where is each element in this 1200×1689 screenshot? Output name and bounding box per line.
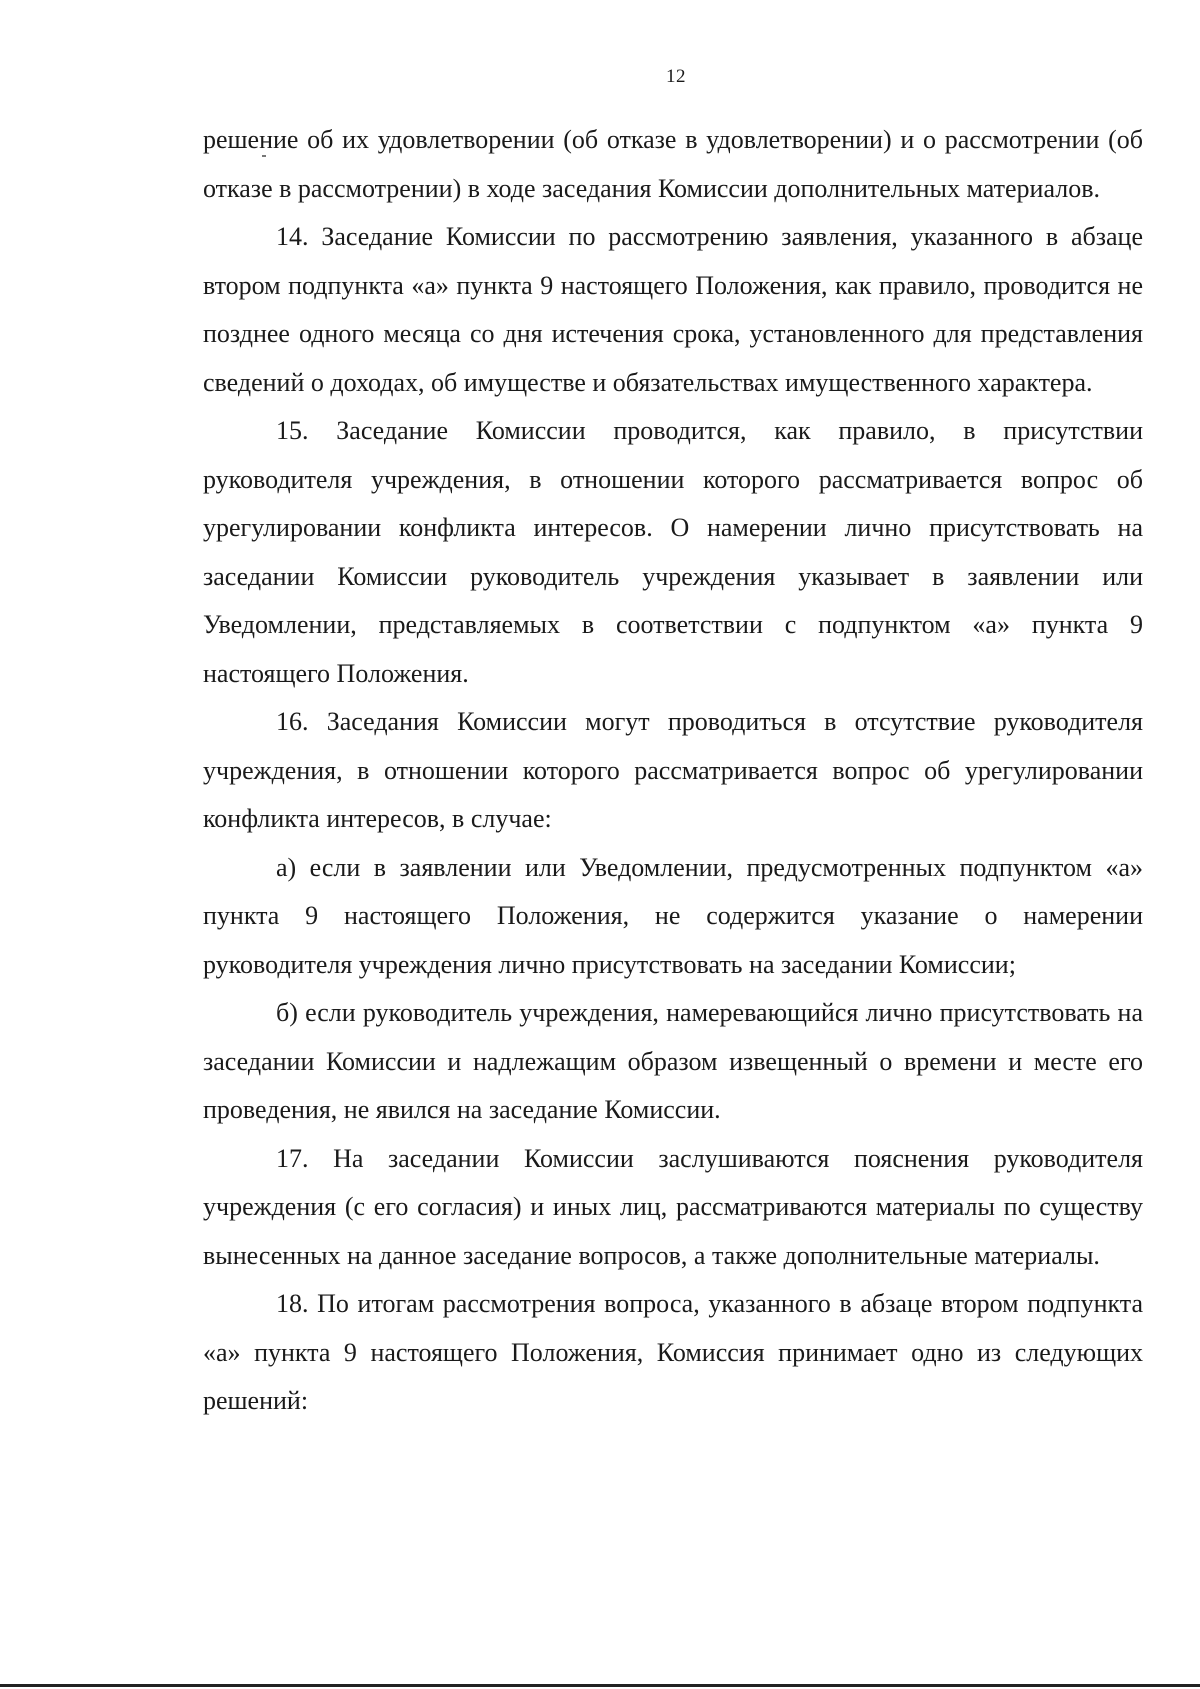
document-body bbox=[203, 116, 1143, 1426]
paragraph-15: 15. Заседание Комиссии проводится, как правило, в присутствии руководителя учреждения, в отношении которого рассматривается вопрос об урегулировании конфликта интересов. О намерении лично присутствовать на заседании Комиссии руководитель учреждения указывает в заявлении или Уведомлении, представляемых в соответствии с подпунктом «а» пункта 9 настоящего Положения. bbox=[203, 416, 1143, 688]
page-number: 12 bbox=[666, 66, 686, 87]
paragraph-18: 18. По итогам рассмотрения вопроса, указанного в абзаце втором подпункта «а» пункта 9 настоящего Положения, Комиссия принимает одно из следующих решений: bbox=[203, 1289, 1143, 1415]
paragraph-16: 16. Заседания Комиссии могут проводиться в отсутствие руководителя учреждения, в отношении которого рассматривается вопрос об урегулировании конфликта интересов, в случае: bbox=[203, 707, 1143, 833]
page-bottom-edge bbox=[0, 1684, 1200, 1687]
paragraph-continuation: решение об их удовлетворении (об отказе в удовлетворении) и о рассмотрении (об отказе в рассмотрении) в ходе заседания Комиссии дополнительных материалов. bbox=[203, 125, 1143, 203]
paragraph-14: 14. Заседание Комиссии по рассмотрению заявления, указанного в абзаце втором подпункта «а» пункта 9 настоящего Положения, как правило, проводится не позднее одного месяца со дня истечения срока, установленного для представления сведений о доходах, об имуществе и обязательствах имущественного характера. bbox=[203, 222, 1143, 397]
paragraph-16-b: б) если руководитель учреждения, намеревающийся лично присутствовать на заседании Комиссии и надлежащим образом извещенный о времени и месте его проведения, не явился на заседание Комиссии. bbox=[203, 998, 1143, 1124]
paragraph-16-a: а) если в заявлении или Уведомлении, предусмотренных подпунктом «а» пункта 9 настоящего Положения, не содержится указание о намерении руководителя учреждения лично присутствовать на заседании Комиссии; bbox=[203, 852, 1143, 979]
paragraph-17: 17. На заседании Комиссии заслушиваются пояснения руководителя учреждения (с его согласия) и иных лиц, рассматриваются материалы по существу вынесенных на данное заседание вопросов, а также дополнительные материалы. bbox=[203, 1143, 1143, 1270]
